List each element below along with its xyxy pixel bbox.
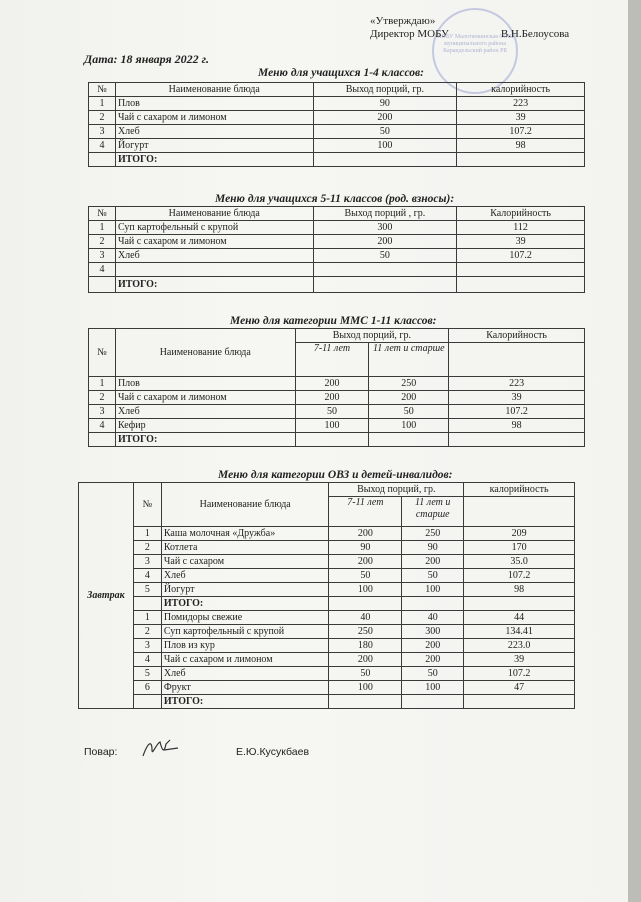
cell: 107.2 bbox=[449, 405, 585, 419]
table-row bbox=[79, 653, 575, 667]
table-row bbox=[89, 263, 585, 277]
menu2-header-row bbox=[89, 207, 585, 221]
cell: 3 bbox=[89, 125, 116, 139]
approval-block bbox=[370, 15, 569, 41]
menu4-header-row bbox=[79, 483, 575, 497]
table-row bbox=[79, 583, 575, 597]
menu4-caption: Меню для категории ОВЗ и детей-инвалидов: bbox=[218, 469, 453, 481]
menu2-caption: Меню для учащихся 5-11 классов (род. взносы): bbox=[215, 193, 455, 205]
document-date: Дата: 18 января 2022 г. bbox=[84, 52, 209, 66]
total-row bbox=[89, 433, 585, 447]
director-line bbox=[370, 28, 569, 41]
cook-name: Е.Ю.Кусукбаев bbox=[236, 746, 310, 758]
cell bbox=[457, 277, 585, 293]
cell: 40 bbox=[402, 611, 464, 625]
cell: 170 bbox=[464, 541, 575, 555]
menu4-table bbox=[78, 482, 575, 709]
menu1-table bbox=[88, 82, 585, 167]
table-row bbox=[79, 625, 575, 639]
cell: Хлеб bbox=[115, 125, 313, 139]
cell bbox=[313, 263, 457, 277]
table-row bbox=[79, 555, 575, 569]
cell bbox=[133, 597, 161, 611]
header-cell: 11 лет и старше bbox=[402, 497, 464, 527]
cell: 300 bbox=[402, 625, 464, 639]
cell: 50 bbox=[369, 405, 449, 419]
table-row bbox=[89, 97, 585, 111]
total-row bbox=[89, 153, 585, 167]
menu3-caption: Меню для категории ММС 1-11 классов: bbox=[230, 315, 437, 327]
cell: 4 bbox=[89, 139, 116, 153]
cell: Помидоры свежие bbox=[161, 611, 329, 625]
cell bbox=[313, 153, 457, 167]
cell: 2 bbox=[89, 235, 116, 249]
header-cell: Наименование блюда bbox=[115, 329, 295, 377]
cell: 50 bbox=[313, 249, 457, 263]
side-label-breakfast: Завтрак bbox=[79, 483, 134, 709]
cell: 2 bbox=[89, 391, 116, 405]
cell: 39 bbox=[449, 391, 585, 405]
table-row bbox=[89, 139, 585, 153]
cell bbox=[369, 433, 449, 447]
approve-line: «Утверждаю» bbox=[370, 15, 436, 27]
cell: 100 bbox=[369, 419, 449, 433]
cell: 250 bbox=[369, 377, 449, 391]
cell: Кефир bbox=[115, 419, 295, 433]
cell: 50 bbox=[313, 125, 457, 139]
header-cell: калорийность bbox=[457, 83, 585, 97]
table-row bbox=[89, 249, 585, 263]
header-cell: № bbox=[89, 83, 116, 97]
header-cell: Наименование блюда bbox=[161, 483, 329, 527]
cell: Чай с сахаром и лимоном bbox=[115, 111, 313, 125]
table-row bbox=[79, 681, 575, 695]
director-prefix: Директор МОБУ bbox=[370, 28, 449, 40]
table-row bbox=[79, 569, 575, 583]
total-row bbox=[89, 277, 585, 293]
page-edge bbox=[628, 0, 641, 902]
cell: 50 bbox=[329, 569, 402, 583]
cell: 2 bbox=[133, 541, 161, 555]
cell: 250 bbox=[329, 625, 402, 639]
cell: 200 bbox=[402, 653, 464, 667]
cell: 40 bbox=[329, 611, 402, 625]
cell: 4 bbox=[89, 419, 116, 433]
table-row bbox=[89, 391, 585, 405]
cell: 50 bbox=[329, 667, 402, 681]
cell: 90 bbox=[313, 97, 457, 111]
cell: 200 bbox=[402, 555, 464, 569]
cell: 50 bbox=[402, 569, 464, 583]
cell: 44 bbox=[464, 611, 575, 625]
header-cell: Наименование блюда bbox=[115, 207, 313, 221]
cell bbox=[402, 695, 464, 709]
header-cell: Калорийность bbox=[449, 329, 585, 343]
header-cell: Выход порций, гр. bbox=[295, 329, 449, 343]
header-cell: № bbox=[133, 483, 161, 527]
cell bbox=[464, 695, 575, 709]
table-row bbox=[79, 667, 575, 681]
cell: 107.2 bbox=[464, 667, 575, 681]
cell bbox=[457, 263, 585, 277]
cell: 200 bbox=[329, 653, 402, 667]
director-name: В.Н.Белоусова bbox=[500, 28, 570, 40]
cell bbox=[133, 695, 161, 709]
cell: 180 bbox=[329, 639, 402, 653]
cell: 3 bbox=[89, 249, 116, 263]
cell: Плов bbox=[115, 377, 295, 391]
cell bbox=[464, 597, 575, 611]
cell: 209 bbox=[464, 527, 575, 541]
cell: Каша молочная «Дружба» bbox=[161, 527, 329, 541]
cell: 90 bbox=[329, 541, 402, 555]
cell: 50 bbox=[402, 667, 464, 681]
cell bbox=[449, 433, 585, 447]
cell: 134.41 bbox=[464, 625, 575, 639]
cell: 100 bbox=[313, 139, 457, 153]
table-row bbox=[89, 419, 585, 433]
cell: Хлеб bbox=[115, 405, 295, 419]
cell: Суп картофельный с крупой bbox=[115, 221, 313, 235]
header-cell: 7-11 лет bbox=[329, 497, 402, 527]
table-row bbox=[79, 541, 575, 555]
total-row bbox=[79, 695, 575, 709]
cell: 107.2 bbox=[464, 569, 575, 583]
header-cell: Выход порций, гр. bbox=[329, 483, 464, 497]
cell: 2 bbox=[89, 111, 116, 125]
cell: Плов из кур bbox=[161, 639, 329, 653]
cell: 6 bbox=[133, 681, 161, 695]
cell: 200 bbox=[329, 527, 402, 541]
table-row bbox=[79, 611, 575, 625]
header-cell: № bbox=[89, 329, 116, 377]
menu2-table bbox=[88, 206, 585, 293]
cook-label: Повар: bbox=[84, 746, 118, 758]
menu1-header-row bbox=[89, 83, 585, 97]
cell: 98 bbox=[449, 419, 585, 433]
cell: Чай с сахаром и лимоном bbox=[161, 653, 329, 667]
cell: 5 bbox=[133, 667, 161, 681]
cell bbox=[295, 433, 369, 447]
menu3-header-row bbox=[89, 329, 585, 343]
cell: 100 bbox=[402, 681, 464, 695]
cell: Хлеб bbox=[161, 569, 329, 583]
cell: 223 bbox=[457, 97, 585, 111]
cell: 200 bbox=[295, 391, 369, 405]
cell: 39 bbox=[457, 235, 585, 249]
header-cell: Калорийность bbox=[457, 207, 585, 221]
cell: 200 bbox=[369, 391, 449, 405]
cell: 1 bbox=[89, 97, 116, 111]
menu1-caption: Меню для учащихся 1-4 классов: bbox=[258, 67, 425, 79]
cell: Хлеб bbox=[161, 667, 329, 681]
cell: Плов bbox=[115, 97, 313, 111]
cell: 35.0 bbox=[464, 555, 575, 569]
total-label: ИТОГО: bbox=[161, 597, 329, 611]
cell: 1 bbox=[133, 611, 161, 625]
cell: 200 bbox=[313, 111, 457, 125]
cell: 223 bbox=[449, 377, 585, 391]
table-row bbox=[89, 125, 585, 139]
cell: Фрукт bbox=[161, 681, 329, 695]
cell: 112 bbox=[457, 221, 585, 235]
header-cell: Выход порций , гр. bbox=[313, 207, 457, 221]
cell bbox=[313, 277, 457, 293]
table-row bbox=[79, 639, 575, 653]
cell: Котлета bbox=[161, 541, 329, 555]
cell bbox=[457, 153, 585, 167]
cell: 100 bbox=[329, 681, 402, 695]
cell: Йогурт bbox=[115, 139, 313, 153]
table-row bbox=[89, 405, 585, 419]
cell: 1 bbox=[89, 221, 116, 235]
table-row bbox=[89, 235, 585, 249]
cell bbox=[89, 153, 116, 167]
table-row bbox=[89, 221, 585, 235]
cell: 90 bbox=[402, 541, 464, 555]
cell bbox=[115, 263, 313, 277]
cell: 200 bbox=[313, 235, 457, 249]
cell: 250 bbox=[402, 527, 464, 541]
cell: 2 bbox=[133, 625, 161, 639]
cell: 100 bbox=[329, 583, 402, 597]
cell bbox=[402, 597, 464, 611]
total-label: ИТОГО: bbox=[161, 695, 329, 709]
header-cell: № bbox=[89, 207, 116, 221]
header-cell: Наименование блюда bbox=[115, 83, 313, 97]
menu3-table bbox=[88, 328, 585, 447]
stamp-text: МОБУ Малотилкинская СОШ муниципального района Караидельский район РБ bbox=[436, 34, 514, 54]
header-cell: 11 лет и старше bbox=[369, 343, 449, 377]
cell bbox=[329, 695, 402, 709]
cell: 223.0 bbox=[464, 639, 575, 653]
table-row bbox=[89, 111, 585, 125]
cell bbox=[89, 433, 116, 447]
cell: 39 bbox=[457, 111, 585, 125]
cell: 39 bbox=[464, 653, 575, 667]
cell: 4 bbox=[133, 653, 161, 667]
cell: 107.2 bbox=[457, 249, 585, 263]
cell: 1 bbox=[133, 527, 161, 541]
cell: 107.2 bbox=[457, 125, 585, 139]
cell: 50 bbox=[295, 405, 369, 419]
cell bbox=[449, 343, 585, 377]
cell: Йогурт bbox=[161, 583, 329, 597]
cell: 200 bbox=[329, 555, 402, 569]
cell: 4 bbox=[89, 263, 116, 277]
cell: 3 bbox=[133, 639, 161, 653]
cell bbox=[464, 497, 575, 527]
cell: 4 bbox=[133, 569, 161, 583]
cell: 3 bbox=[133, 555, 161, 569]
table-row bbox=[89, 377, 585, 391]
cell: Суп картофельный с крупой bbox=[161, 625, 329, 639]
cell: Хлеб bbox=[115, 249, 313, 263]
cell: 47 bbox=[464, 681, 575, 695]
cell: 200 bbox=[402, 639, 464, 653]
cell: 100 bbox=[295, 419, 369, 433]
cell: 98 bbox=[464, 583, 575, 597]
total-row bbox=[79, 597, 575, 611]
total-label: ИТОГО: bbox=[115, 153, 313, 167]
cell: 3 bbox=[89, 405, 116, 419]
cell: 100 bbox=[402, 583, 464, 597]
cell: 98 bbox=[457, 139, 585, 153]
header-cell: 7-11 лет bbox=[295, 343, 369, 377]
cell: 200 bbox=[295, 377, 369, 391]
header-cell: калорийность bbox=[464, 483, 575, 497]
cell bbox=[89, 277, 116, 293]
cell: 1 bbox=[89, 377, 116, 391]
table-row bbox=[79, 527, 575, 541]
cell: Чай с сахаром bbox=[161, 555, 329, 569]
cell: Чай с сахаром и лимоном bbox=[115, 391, 295, 405]
handwritten-signature bbox=[140, 736, 182, 762]
total-label: ИТОГО: bbox=[115, 433, 295, 447]
total-label: ИТОГО: bbox=[115, 277, 313, 293]
cell: 300 bbox=[313, 221, 457, 235]
cell: 5 bbox=[133, 583, 161, 597]
header-cell: Выход порций, гр. bbox=[313, 83, 457, 97]
cell bbox=[329, 597, 402, 611]
cell: Чай с сахаром и лимоном bbox=[115, 235, 313, 249]
